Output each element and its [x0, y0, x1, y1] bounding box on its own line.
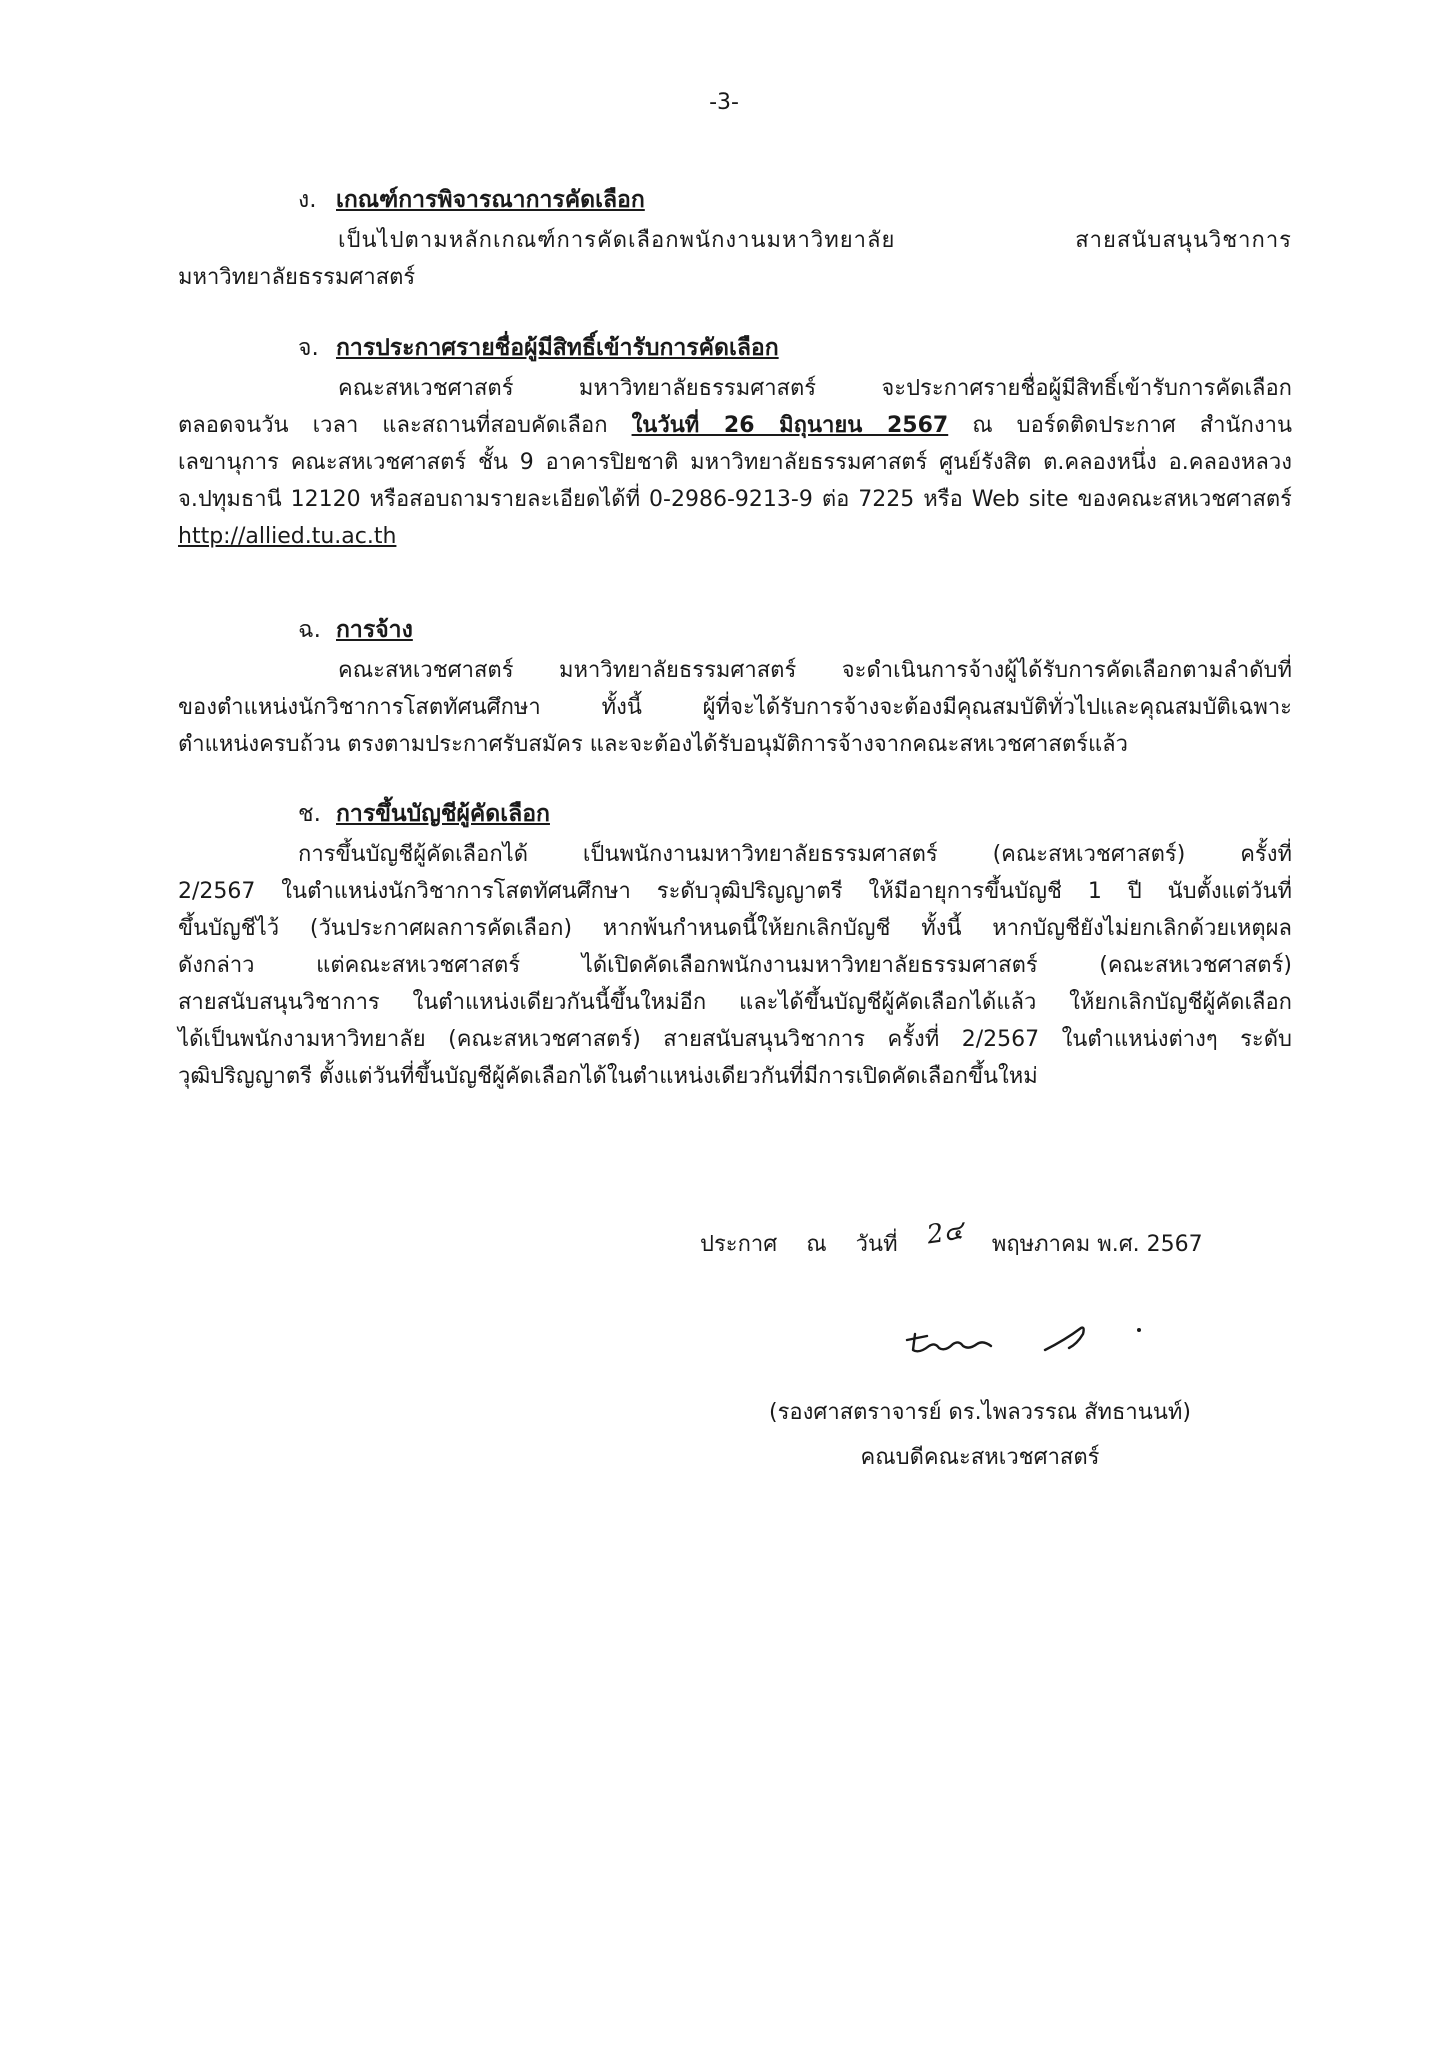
section-body: [178, 836, 1292, 1095]
announce-word: ประกาศ: [700, 1232, 778, 1257]
body-text: ตลอดจนวัน เวลา และสถานที่สอบคัดเลือก: [178, 413, 632, 438]
body-line: [178, 518, 1292, 555]
body-text: ณ บอร์ดติดประกาศ สำนักงาน: [948, 413, 1292, 438]
body-line: ตำแหน่งครบถ้วน ตรงตามประกาศรับสมัคร และจะต้องได้รับอนุมัติการจ้างจากคณะสหเวชศาสตร์แล้ว: [178, 732, 1128, 757]
section-body: [178, 652, 1292, 763]
body-line: สายสนับสนุนวิชาการ ในตำแหน่งเดียวกันนี้ขึ้นใหม่อีก และได้ขึ้นบัญชีผู้คัดเลือกได้แล้ว ให้ยกเลิกบัญชีผู้คัดเลือก: [178, 990, 1292, 1015]
signer-title: คณบดีคณะสหเวชศาสตร์: [860, 1445, 1100, 1470]
body-line: ได้เป็นพนักงามหาวิทยาลัย (คณะสหเวชศาสตร์) สายสนับสนุนวิชาการ ครั้งที่ 2/2567 ในตำแหน่งต่างๆ ระดับ: [178, 1027, 1292, 1052]
section-employment: [178, 612, 1292, 763]
body-line: เป็นไปตามหลักเกณฑ์การคัดเลือกพนักงานมหาวิทยาลัย สายสนับสนุนวิชาการ: [338, 228, 1292, 253]
section-heading: [178, 612, 1292, 648]
body-line: ของตำแหน่งนักวิชาการโสตทัศนศึกษา ทั้งนี้ ผู้ที่จะได้รับการจ้างจะต้องมีคุณสมบัติทั่วไปและคุณสมบัติเฉพาะ: [178, 695, 1292, 720]
body-line: คณะสหเวชศาสตร์ มหาวิทยาลัยธรรมศาสตร์ จะประกาศรายชื่อผู้มีสิทธิ์เข้ารับการคัดเลือก: [338, 376, 1292, 401]
body-line: ดังกล่าว แต่คณะสหเวชศาสตร์ ได้เปิดคัดเลือกพนักงานมหาวิทยาลัยธรรมศาสตร์ (คณะสหเวชศาสตร์): [178, 953, 1292, 978]
section-title: การขึ้นบัญชีผู้คัดเลือก: [336, 801, 550, 827]
announce-month-year: พฤษภาคม พ.ศ. 2567: [991, 1232, 1203, 1257]
section-letter: ฉ.: [298, 617, 321, 643]
body-line: วุฒิปริญญาตรี ตั้งแต่วันที่ขึ้นบัญชีผู้คัดเลือกได้ในตำแหน่งเดียวกันที่มีการเปิดคัดเลือกขึ้นใหม่: [178, 1064, 1038, 1089]
signer-name: (รองศาสตราจารย์ ดร.ไพลวรรณ สัทธานนท์): [769, 1400, 1191, 1425]
website-link[interactable]: http://allied.tu.ac.th: [178, 524, 397, 549]
announce-day-label: วันที่: [855, 1232, 898, 1257]
body-line: ขึ้นบัญชีไว้ (วันประกาศผลการคัดเลือก) หากพ้นกำหนดนี้ให้ยกเลิกบัญชี ทั้งนี้ หากบัญชียังไม่ยกเลิกด้วยเหตุผล: [178, 916, 1292, 941]
section-letter: ง.: [298, 187, 317, 213]
announcement-date-line: [700, 1215, 1260, 1263]
section-heading: [178, 330, 1292, 366]
section-eligibility-list: [178, 796, 1292, 1095]
section-candidate-announcement: [178, 330, 1292, 555]
body-line: [178, 407, 1292, 444]
section-letter: จ.: [298, 335, 319, 361]
body-line: คณะสหเวชศาสตร์ มหาวิทยาลัยธรรมศาสตร์ จะดำเนินการจ้างผู้ได้รับการคัดเลือกตามลำดับที่: [338, 658, 1292, 683]
handwritten-signature-icon: [905, 1310, 1165, 1370]
section-letter: ช.: [298, 801, 321, 827]
section-heading: [178, 796, 1292, 832]
section-body: [178, 222, 1292, 296]
section-title: การจ้าง: [336, 617, 413, 643]
section-body: [178, 370, 1292, 555]
section-title: เกณฑ์การพิจารณาการคัดเลือก: [336, 187, 645, 213]
page-number: -3-: [709, 90, 739, 115]
announce-at: ณ: [806, 1232, 827, 1257]
body-line: มหาวิทยาลัยธรรมศาสตร์: [178, 265, 416, 290]
section-heading: [178, 182, 1292, 218]
body-line: การขึ้นบัญชีผู้คัดเลือกได้ เป็นพนักงานมหาวิทยาลัยธรรมศาสตร์ (คณะสหเวชศาสตร์) ครั้งที่: [298, 842, 1292, 867]
body-line: เลขานุการ คณะสหเวชศาสตร์ ชั้น 9 อาคารปิยชาติ มหาวิทยาลัยธรรมศาสตร์ ศูนย์รังสิต ต.คลองหนึ่ง อ.คลองหลวง: [178, 450, 1292, 475]
handwritten-day: 2๔: [924, 1215, 965, 1251]
announce-line: [700, 1215, 1260, 1263]
body-line: 2/2567 ในตำแหน่งนักวิชาการโสตทัศนศึกษา ระดับวุฒิปริญญาตรี ให้มีอายุการขึ้นบัญชี 1 ปี นับตั้งแต่วันที่: [178, 879, 1292, 904]
section-title: การประกาศรายชื่อผู้มีสิทธิ์เข้ารับการคัดเลือก: [336, 335, 779, 361]
section-selection-criteria: [178, 182, 1292, 296]
body-line: จ.ปทุมธานี 12120 หรือสอบถามรายละเอียดได้ที่ 0-2986-9213-9 ต่อ 7225 หรือ Web site ของคณะสหเวชศาสตร์: [178, 487, 1292, 512]
announcement-date: ในวันที่ 26 มิถุนายน 2567: [631, 413, 949, 438]
